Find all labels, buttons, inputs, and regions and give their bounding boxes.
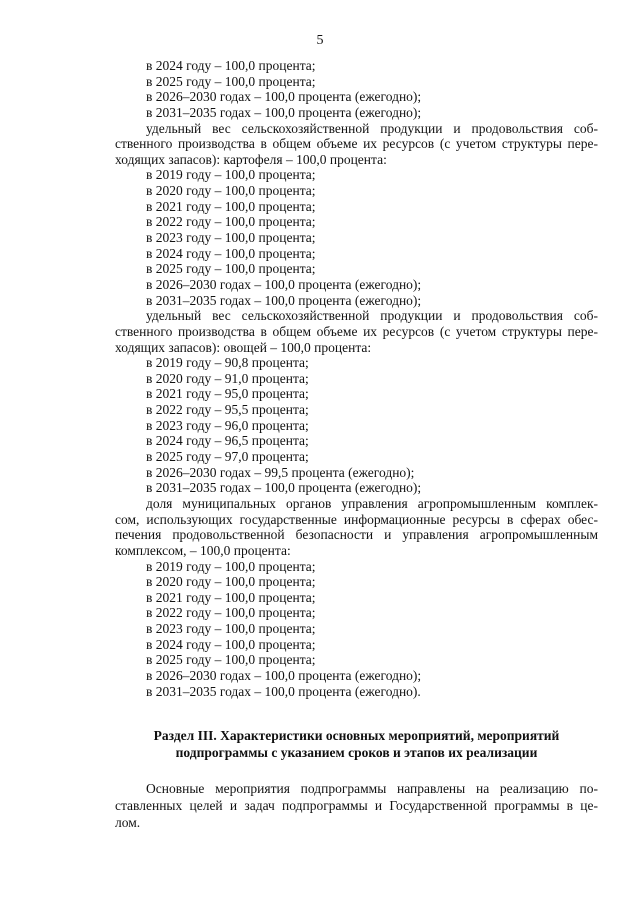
section-heading-line: Раздел III. Характеристики основных мероприятий, мероприятий <box>153 728 560 744</box>
text-line: в 2023 году – 96,0 процента; <box>146 417 309 433</box>
text-line: ственного производства в общем объеме их ресурсов (с учетом структуры пере- <box>115 323 598 339</box>
paragraph-line: лом. <box>115 815 141 831</box>
page-number: 5 <box>316 33 324 48</box>
text-line: в 2022 году – 95,5 процента; <box>146 402 309 418</box>
text-line: в 2021 году – 100,0 процента; <box>146 589 316 605</box>
text-line: в 2031–2035 годах – 100,0 процента (ежегодно); <box>146 104 422 120</box>
text-line: в 2025 году – 100,0 процента; <box>146 261 316 277</box>
text-line: в 2031–2035 годах – 100,0 процента (ежегодно); <box>146 292 422 308</box>
text-line: удельный вес сельскохозяйственной продукции и продовольствия соб- <box>146 120 598 136</box>
text-line: в 2020 году – 100,0 процента; <box>146 574 316 590</box>
text-line: в 2026–2030 годах – 99,5 процента (ежегодно); <box>146 464 415 480</box>
text-line: в 2024 году – 100,0 процента; <box>146 245 316 261</box>
paragraph-line: Основные мероприятия подпрограммы направлены на реализацию по- <box>146 781 598 797</box>
indicator-list <box>115 58 598 699</box>
text-line: в 2024 году – 96,5 процента; <box>146 433 309 449</box>
text-line: сом, использующих государственные информационные ресурсы в сферах обес- <box>115 511 598 527</box>
text-line: в 2022 году – 100,0 процента; <box>146 214 316 230</box>
text-line: в 2025 году – 97,0 процента; <box>146 449 309 465</box>
text-line: в 2026–2030 годах – 100,0 процента (ежегодно); <box>146 276 422 292</box>
text-line: в 2020 году – 100,0 процента; <box>146 183 316 199</box>
text-line: удельный вес сельскохозяйственной продукции и продовольствия соб- <box>146 308 598 324</box>
text-line: в 2024 году – 100,0 процента; <box>146 58 316 73</box>
text-line: в 2021 году – 95,0 процента; <box>146 386 309 402</box>
closing-paragraph <box>115 780 598 831</box>
document-body <box>115 58 598 831</box>
text-line: в 2019 году – 100,0 процента; <box>146 558 316 574</box>
text-line: в 2031–2035 годах – 100,0 процента (ежегодно); <box>146 480 422 496</box>
paragraph-line: ставленных целей и задач подпрограммы и Государственной программы в це- <box>115 798 598 814</box>
text-line: в 2021 году – 100,0 процента; <box>146 198 316 214</box>
text-line: ходящих запасов): картофеля – 100,0 процента: <box>115 151 387 167</box>
text-line: в 2023 году – 100,0 процента; <box>146 230 316 246</box>
text-line: комплексом, – 100,0 процента: <box>115 542 291 558</box>
text-line: в 2025 году – 100,0 процента; <box>146 73 316 89</box>
text-line: в 2020 году – 91,0 процента; <box>146 370 309 386</box>
text-line: ходящих запасов): овощей – 100,0 процента: <box>115 339 372 355</box>
text-line: в 2023 году – 100,0 процента; <box>146 621 316 637</box>
text-line: печения продовольственной безопасности и управления агропромышленным <box>115 527 598 543</box>
section-heading-line: подпрограммы с указанием сроков и этапов их реализации <box>175 745 538 761</box>
text-line: ственного производства в общем объеме их ресурсов (с учетом структуры пере- <box>115 136 598 152</box>
text-line: в 2024 году – 100,0 процента; <box>146 636 316 652</box>
text-line: в 2025 году – 100,0 процента; <box>146 652 316 668</box>
text-line: в 2019 году – 100,0 процента; <box>146 167 316 183</box>
text-line: в 2031–2035 годах – 100,0 процента (ежегодно). <box>146 683 421 699</box>
text-line: в 2026–2030 годах – 100,0 процента (ежегодно); <box>146 89 422 105</box>
section-heading <box>115 727 598 761</box>
text-line: в 2019 году – 90,8 процента; <box>146 355 309 371</box>
text-line: в 2022 году – 100,0 процента; <box>146 605 316 621</box>
text-line: доля муниципальных органов управления агропромышленным комплек- <box>146 495 598 511</box>
text-line: в 2026–2030 годах – 100,0 процента (ежегодно); <box>146 667 422 683</box>
